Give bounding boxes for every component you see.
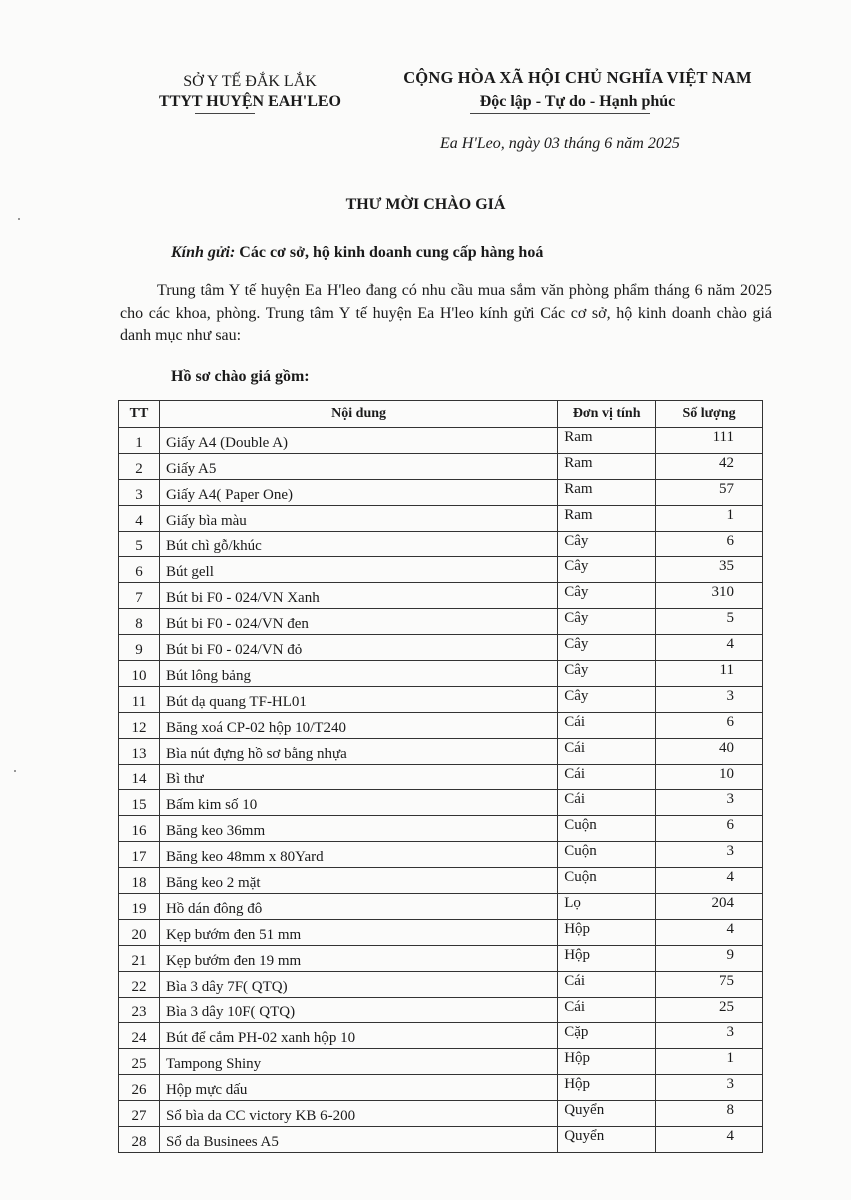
item-name: Giấy bìa màu <box>159 505 557 531</box>
table-row <box>119 609 763 635</box>
table-row <box>119 1023 763 1049</box>
row-number: 20 <box>119 919 160 945</box>
item-unit: Cái <box>558 712 656 738</box>
table-row <box>119 816 763 842</box>
item-name: Bút gell <box>159 557 557 583</box>
item-quantity: 40 <box>656 738 763 764</box>
item-name: Giấy A4 (Double A) <box>159 428 557 454</box>
department-name: SỞ Y TẾ ĐẮK LẮK <box>183 73 317 90</box>
table-header-row <box>119 401 763 428</box>
item-name: Giấy A5 <box>159 453 557 479</box>
motto-underline <box>470 113 650 114</box>
item-unit: Cuộn <box>558 868 656 894</box>
docs-heading: Hồ sơ chào giá gồm: <box>171 368 310 385</box>
item-unit: Cây <box>558 609 656 635</box>
item-quantity: 4 <box>656 919 763 945</box>
item-unit: Quyển <box>558 1127 656 1153</box>
greeting-label: Kính gửi: <box>171 244 236 261</box>
item-name: Bút bi F0 - 024/VN đỏ <box>159 635 557 661</box>
item-unit: Ram <box>558 479 656 505</box>
col-header-unit: Đơn vị tính <box>558 401 656 428</box>
item-name: Bìa 3 dây 10F( QTQ) <box>159 997 557 1023</box>
table-row <box>119 661 763 687</box>
table-row <box>119 505 763 531</box>
item-unit: Cặp <box>558 1023 656 1049</box>
table-row <box>119 712 763 738</box>
table-row <box>119 1075 763 1101</box>
row-number: 25 <box>119 1049 160 1075</box>
item-unit: Hộp <box>558 1075 656 1101</box>
item-quantity: 8 <box>656 1101 763 1127</box>
row-number: 16 <box>119 816 160 842</box>
item-name: Hồ dán đông đô <box>159 894 557 920</box>
item-name: Bút chì gỗ/khúc <box>159 531 557 557</box>
item-unit: Cây <box>558 661 656 687</box>
item-unit: Cây <box>558 635 656 661</box>
table-row <box>119 790 763 816</box>
item-name: Bút bi F0 - 024/VN Xanh <box>159 583 557 609</box>
item-name: Kẹp bướm đen 19 mm <box>159 945 557 971</box>
item-name: Bút để cắm PH-02 xanh hộp 10 <box>159 1023 557 1049</box>
table-row <box>119 919 763 945</box>
table-row <box>119 997 763 1023</box>
document-title: THƯ MỜI CHÀO GIÁ <box>345 196 506 213</box>
item-unit: Ram <box>558 505 656 531</box>
item-quantity: 111 <box>656 428 763 454</box>
item-name: Băng keo 48mm x 80Yard <box>159 842 557 868</box>
item-quantity: 310 <box>656 583 763 609</box>
center-name: TTYT HUYỆN EAH'LEO <box>159 93 341 110</box>
item-name: Hộp mực dấu <box>159 1075 557 1101</box>
item-quantity: 5 <box>656 609 763 635</box>
item-unit: Cái <box>558 971 656 997</box>
item-quantity: 57 <box>656 479 763 505</box>
item-name: Băng xoá CP-02 hộp 10/T240 <box>159 712 557 738</box>
table-row <box>119 428 763 454</box>
issuer-underline <box>195 113 255 114</box>
row-number: 24 <box>119 1023 160 1049</box>
table-row <box>119 868 763 894</box>
item-unit: Cây <box>558 531 656 557</box>
row-number: 26 <box>119 1075 160 1101</box>
row-number: 11 <box>119 686 160 712</box>
item-quantity: 3 <box>656 1023 763 1049</box>
item-quantity: 1 <box>656 505 763 531</box>
item-name: Bì thư <box>159 764 557 790</box>
nation-title: CỘNG HÒA XÃ HỘI CHỦ NGHĨA VIỆT NAM <box>403 68 752 87</box>
table-row <box>119 453 763 479</box>
table-row <box>119 583 763 609</box>
place-date: Ea H'Leo, ngày 03 tháng 6 năm 2025 <box>440 135 680 152</box>
table-row <box>119 1101 763 1127</box>
item-quantity: 11 <box>656 661 763 687</box>
item-name: Bút dạ quang TF-HL01 <box>159 686 557 712</box>
item-quantity: 6 <box>656 531 763 557</box>
item-quantity: 75 <box>656 971 763 997</box>
item-unit: Ram <box>558 453 656 479</box>
item-unit: Cái <box>558 790 656 816</box>
row-number: 17 <box>119 842 160 868</box>
item-quantity: 10 <box>656 764 763 790</box>
item-quantity: 4 <box>656 635 763 661</box>
item-quantity: 6 <box>656 712 763 738</box>
item-quantity: 3 <box>656 842 763 868</box>
item-name: Băng keo 2 mặt <box>159 868 557 894</box>
row-number: 21 <box>119 945 160 971</box>
table-row <box>119 1049 763 1075</box>
item-quantity: 3 <box>656 790 763 816</box>
body-paragraph: Trung tâm Y tế huyện Ea H'leo đang có nhu cầu mua sắm văn phòng phẩm tháng 6 năm 2025 cho các khoa, phòng. Trung tâm Y tế huyện Ea H'leo kính gửi Các cơ sở, hộ kinh doanh chào giá danh mục như sau: <box>120 282 772 344</box>
row-number: 18 <box>119 868 160 894</box>
item-name: Băng keo 36mm <box>159 816 557 842</box>
row-number: 28 <box>119 1127 160 1153</box>
row-number: 23 <box>119 997 160 1023</box>
item-unit: Cái <box>558 738 656 764</box>
col-header-tt: TT <box>119 401 160 428</box>
item-unit: Cuộn <box>558 816 656 842</box>
item-name: Sổ bìa da CC victory KB 6-200 <box>159 1101 557 1127</box>
row-number: 22 <box>119 971 160 997</box>
item-name: Bút lông bảng <box>159 661 557 687</box>
row-number: 27 <box>119 1101 160 1127</box>
item-name: Sổ da Businees A5 <box>159 1127 557 1153</box>
item-quantity: 4 <box>656 1127 763 1153</box>
item-quantity: 3 <box>656 686 763 712</box>
item-name: Bấm kim số 10 <box>159 790 557 816</box>
row-number: 9 <box>119 635 160 661</box>
item-quantity: 204 <box>656 894 763 920</box>
items-table <box>118 400 763 1153</box>
scan-speck <box>18 218 20 220</box>
row-number: 14 <box>119 764 160 790</box>
item-quantity: 3 <box>656 1075 763 1101</box>
col-header-quantity: Số lượng <box>656 401 763 428</box>
row-number: 2 <box>119 453 160 479</box>
item-unit: Cây <box>558 583 656 609</box>
table-row <box>119 686 763 712</box>
row-number: 6 <box>119 557 160 583</box>
item-quantity: 25 <box>656 997 763 1023</box>
item-name: Giấy A4( Paper One) <box>159 479 557 505</box>
item-quantity: 1 <box>656 1049 763 1075</box>
row-number: 8 <box>119 609 160 635</box>
table-row <box>119 557 763 583</box>
item-name: Bút bi F0 - 024/VN đen <box>159 609 557 635</box>
table-row <box>119 531 763 557</box>
row-number: 13 <box>119 738 160 764</box>
greeting <box>171 244 543 262</box>
national-motto: Độc lập - Tự do - Hạnh phúc <box>479 93 676 110</box>
table-body <box>119 428 763 1153</box>
table-row <box>119 1127 763 1153</box>
item-unit: Quyển <box>558 1101 656 1127</box>
row-number: 10 <box>119 661 160 687</box>
table-row <box>119 738 763 764</box>
item-unit: Cái <box>558 997 656 1023</box>
item-unit: Cây <box>558 686 656 712</box>
item-name: Bìa nút đựng hồ sơ bằng nhựa <box>159 738 557 764</box>
col-header-content: Nội dung <box>159 401 557 428</box>
table-row <box>119 842 763 868</box>
table-row <box>119 635 763 661</box>
row-number: 1 <box>119 428 160 454</box>
table-row <box>119 894 763 920</box>
greeting-recipient: Các cơ sở, hộ kinh doanh cung cấp hàng hoá <box>239 244 544 261</box>
table-row <box>119 764 763 790</box>
item-name: Tampong Shiny <box>159 1049 557 1075</box>
item-unit: Cuộn <box>558 842 656 868</box>
item-unit: Hộp <box>558 919 656 945</box>
item-name: Bìa 3 dây 7F( QTQ) <box>159 971 557 997</box>
item-quantity: 6 <box>656 816 763 842</box>
item-quantity: 35 <box>656 557 763 583</box>
item-unit: Hộp <box>558 945 656 971</box>
issuer-block <box>120 72 380 112</box>
row-number: 7 <box>119 583 160 609</box>
national-header <box>385 66 770 114</box>
row-number: 4 <box>119 505 160 531</box>
item-unit: Hộp <box>558 1049 656 1075</box>
row-number: 12 <box>119 712 160 738</box>
item-unit: Cây <box>558 557 656 583</box>
item-quantity: 42 <box>656 453 763 479</box>
table-row <box>119 945 763 971</box>
scan-speck <box>14 770 16 772</box>
item-unit: Lọ <box>558 894 656 920</box>
row-number: 5 <box>119 531 160 557</box>
table-row <box>119 479 763 505</box>
row-number: 19 <box>119 894 160 920</box>
item-name: Kẹp bướm đen 51 mm <box>159 919 557 945</box>
item-unit: Cái <box>558 764 656 790</box>
item-quantity: 4 <box>656 868 763 894</box>
table-row <box>119 971 763 997</box>
item-quantity: 9 <box>656 945 763 971</box>
row-number: 3 <box>119 479 160 505</box>
row-number: 15 <box>119 790 160 816</box>
item-unit: Ram <box>558 428 656 454</box>
